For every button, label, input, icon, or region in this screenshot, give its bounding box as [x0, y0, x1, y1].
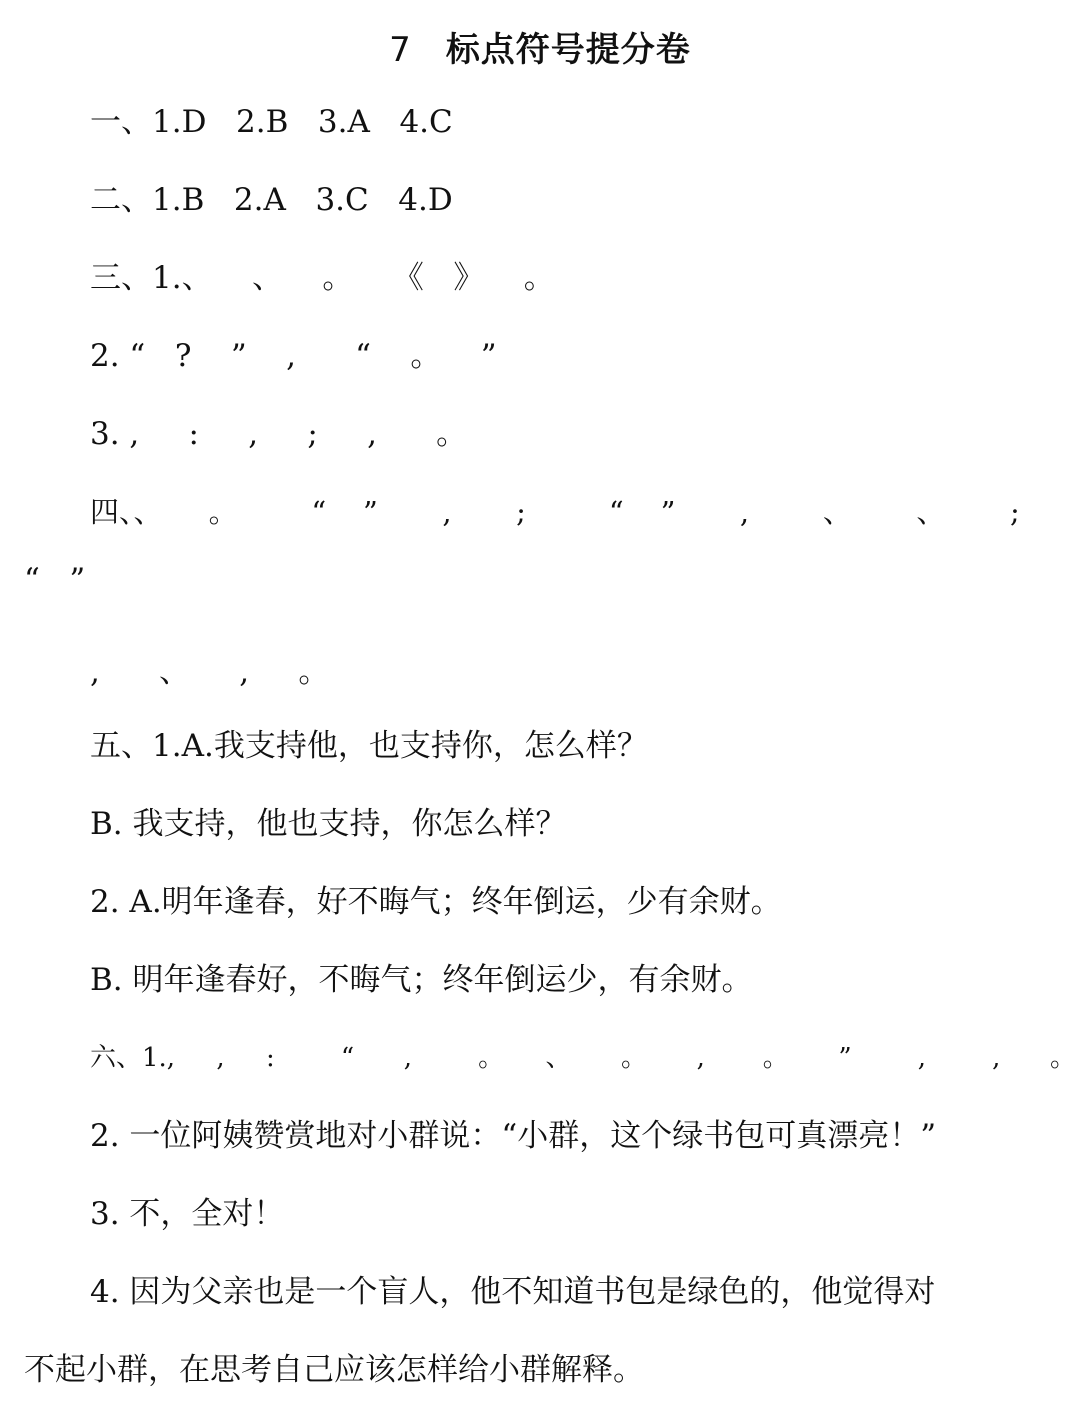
answer-line-9: 五、1.A.我支持他，也支持你，怎么样？	[90, 728, 648, 764]
answer-line-16: 4. 因为父亲也是一个盲人，他不知道书包是绿色的，他觉得对	[90, 1274, 936, 1310]
answer-line-11: 2. A.明年逢春，好不晦气；终年倒运，少有余财。	[90, 884, 782, 920]
answer-line-15: 3. 不，全对！	[90, 1196, 285, 1232]
answer-line-3: 三、1.、 、 。 《 》 。	[90, 260, 555, 296]
title-text: 标点符号提分卷	[445, 30, 691, 70]
page-title	[0, 22, 1080, 71]
answer-line-8: , 、 , 。	[90, 654, 330, 690]
answer-line-12: B. 明年逢春好，不晦气；终年倒运少，有余财。	[90, 962, 753, 998]
answer-line-2: 二、1.B 2.A 3.C 4.D	[90, 182, 453, 218]
answer-line-10: B. 我支持，他也支持，你怎么样？	[90, 806, 567, 842]
answer-line-4: 2. “ ? ” , “ 。 ”	[90, 338, 497, 374]
answer-line-6: 四、、 。 “ ” , ; “ ” , 、 、 ;	[90, 495, 1020, 529]
answer-line-1: 一、1.D 2.B 3.A 4.C	[90, 104, 453, 140]
answer-line-5: 3. , : , ; , 。	[90, 416, 468, 452]
answer-line-17: 不起小群，在思考自己应该怎样给小群解释。	[24, 1352, 644, 1388]
answer-line-13: 六、1., , : “ , 。 、 。 , 。 ” , , 。	[90, 1043, 1076, 1073]
title-number: 7	[389, 30, 412, 70]
answer-line-7: “ ”	[24, 562, 86, 598]
answer-line-14: 2. 一位阿姨赞赏地对小群说：“小群，这个绿书包可真漂亮！”	[90, 1118, 937, 1154]
